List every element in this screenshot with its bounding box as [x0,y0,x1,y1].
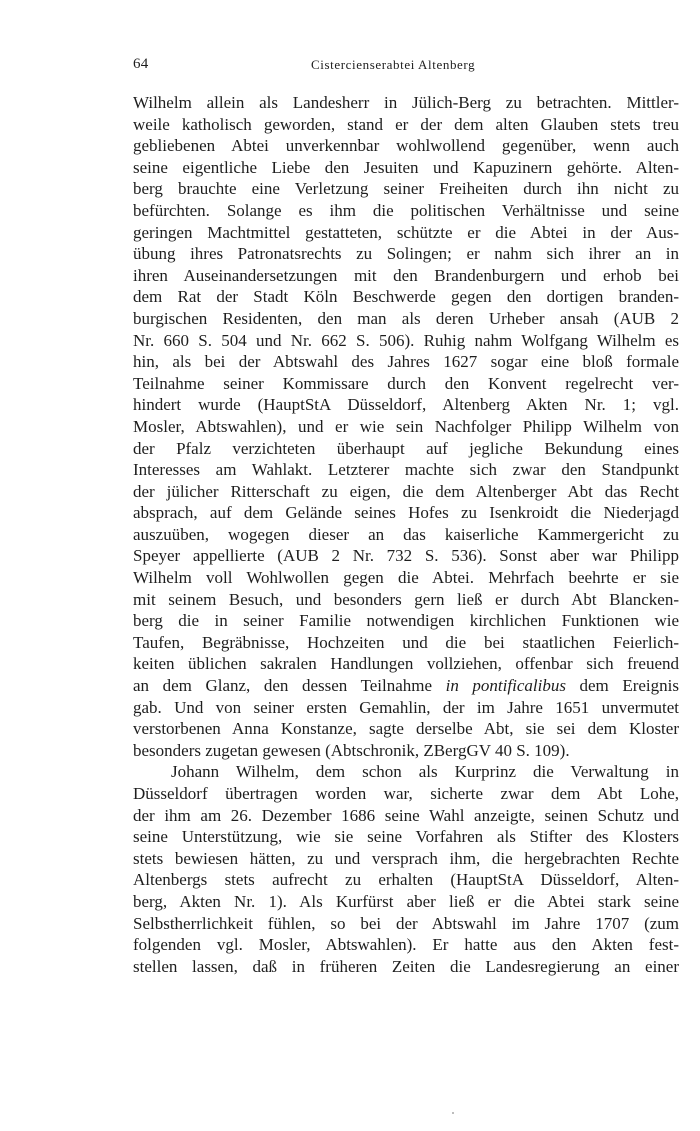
text-line: keiten üblichen sakralen Handlungen vollziehen, offenbar sich freuend [133,654,679,674]
text-line: Speyer appellierte (AUB 2 Nr. 732 S. 536). Sonst aber war Philipp [133,546,679,566]
text-line: ihren Auseinandersetzungen mit den Brandenburgern und erhob bei [133,265,679,285]
text-line: Teilnahme seiner Kommissare durch den Konvent regelrecht ver- [133,373,679,393]
text-line: der ihm am 26. Dezember 1686 seine Wahl anzeigte, seinen Schutz und [133,805,679,825]
text-line: Nr. 660 S. 504 und Nr. 662 S. 506). Ruhig nahm Wolfgang Wilhelm es [133,330,679,350]
text-line: Düsseldorf übertragen worden war, sicherte zwar dem Abt Lohe, [133,784,679,803]
text-line: der jülicher Ritterschaft zu eigen, die dem Altenberger Abt das Recht [133,481,679,501]
text-line: auszuüben, wogegen dieser an das kaiserliche Kammergericht zu [133,524,679,544]
text-line: hindert wurde (HauptStA Düsseldorf, Altenberg Akten Nr. 1; vgl. [133,395,679,415]
paragraph [133,761,679,977]
text-line: absprach, auf dem Gelände seines Hofes zu Isenkroidt die Niederjagd [133,503,679,523]
text-line: Taufen, Begräbnisse, Hochzeiten und die bei staatlichen Feierlich- [133,632,679,652]
body-text [133,92,679,977]
text-line: Wilhelm voll Wohlwollen gegen die Abtei. Mehrfach beehrte er sie [133,568,679,588]
page-number: 64 [133,56,149,72]
scan-speck [452,1112,454,1114]
text-line: hin, als bei der Abtswahl des Jahres 1627 sogar eine bloß formale [133,352,679,372]
text-line: mit seinem Besuch, und besonders gern ließ er durch Abt Blancken- [133,589,679,609]
text-line: an dem Glanz, den dessen Teilnahme in pontificalibus dem Ereignis [133,676,679,696]
text-line: Mosler, Abtswahlen), und er wie sein Nachfolger Philipp Wilhelm von [133,416,679,436]
text-line: der Pfalz verzichteten überhaupt auf jegliche Bekundung eines [133,438,679,458]
text-line: Selbstherrlichkeit fühlen, so bei der Abtswahl im Jahre 1707 (zum [133,913,679,933]
text-line: Altenbergs stets aufrecht zu erhalten (HauptStA Düsseldorf, Alten- [133,870,679,890]
paragraph [133,92,679,761]
text-line: berg, Akten Nr. 1). Als Kurfürst aber ließ er die Abtei stark seine [133,891,679,911]
text-line: übung ihres Patronatsrechts zu Solingen; er nahm sich ihrer an in [133,244,679,264]
text-line: gebliebenen Abtei unverkennbar wohlwollend gegenüber, wenn auch [133,136,679,156]
text-line: besonders zugetan gewesen (Abtschronik, ZBergGV 40 S. 109). [133,740,570,760]
text-line: stellen lassen, daß in früheren Zeiten die Landesregierung an einer [133,956,679,976]
text-line: befürchten. Solange es ihm die politischen Verhältnisse und seine [133,200,679,220]
text-line: Johann Wilhelm, dem schon als Kurprinz die Verwaltung in [171,762,679,782]
text-line: stets bewiesen hätten, zu und versprach ihm, die hergebrachten Rechte [133,848,679,868]
text-line: weile katholisch geworden, stand er der dem alten Glauben stets treu [133,114,679,134]
text-line: Wilhelm allein als Landesherr in Jülich-Berg zu betrachten. Mittler- [133,93,679,112]
text-line: Interesses am Wahlakt. Letzterer machte sich zwar den Standpunkt [133,460,679,480]
page-header [133,56,679,76]
text-line: gab. Und von seiner ersten Gemahlin, der im Jahre 1651 unvermutet [133,697,679,717]
text-line: berg brauchte eine Verletzung seiner Freiheiten durch ihn nicht zu [133,179,679,199]
text-line: verstorbenen Anna Konstanze, sagte derselbe Abt, sie sei dem Kloster [133,719,679,739]
text-line: folgenden vgl. Mosler, Abtswahlen). Er hatte aus den Akten fest- [133,935,679,955]
text-line: burgischen Residenten, den man als deren Urheber ansah (AUB 2 [133,308,679,328]
text-line: geringen Machtmittel gestatteten, schützte er die Abtei in der Aus- [133,222,679,242]
text-line: dem Rat der Stadt Köln Beschwerde gegen den dortigen branden- [133,287,679,307]
running-title: Cistercienserabtei Altenberg [311,57,476,72]
text-line: seine eigentliche Liebe den Jesuiten und Kapuzinern gehörte. Alten- [133,157,679,177]
text-line: seine Unterstützung, wie sie seine Vorfahren als Stifter des Klosters [133,827,679,847]
text-line: berg die in seiner Familie notwendigen kirchlichen Funktionen wie [133,611,679,631]
